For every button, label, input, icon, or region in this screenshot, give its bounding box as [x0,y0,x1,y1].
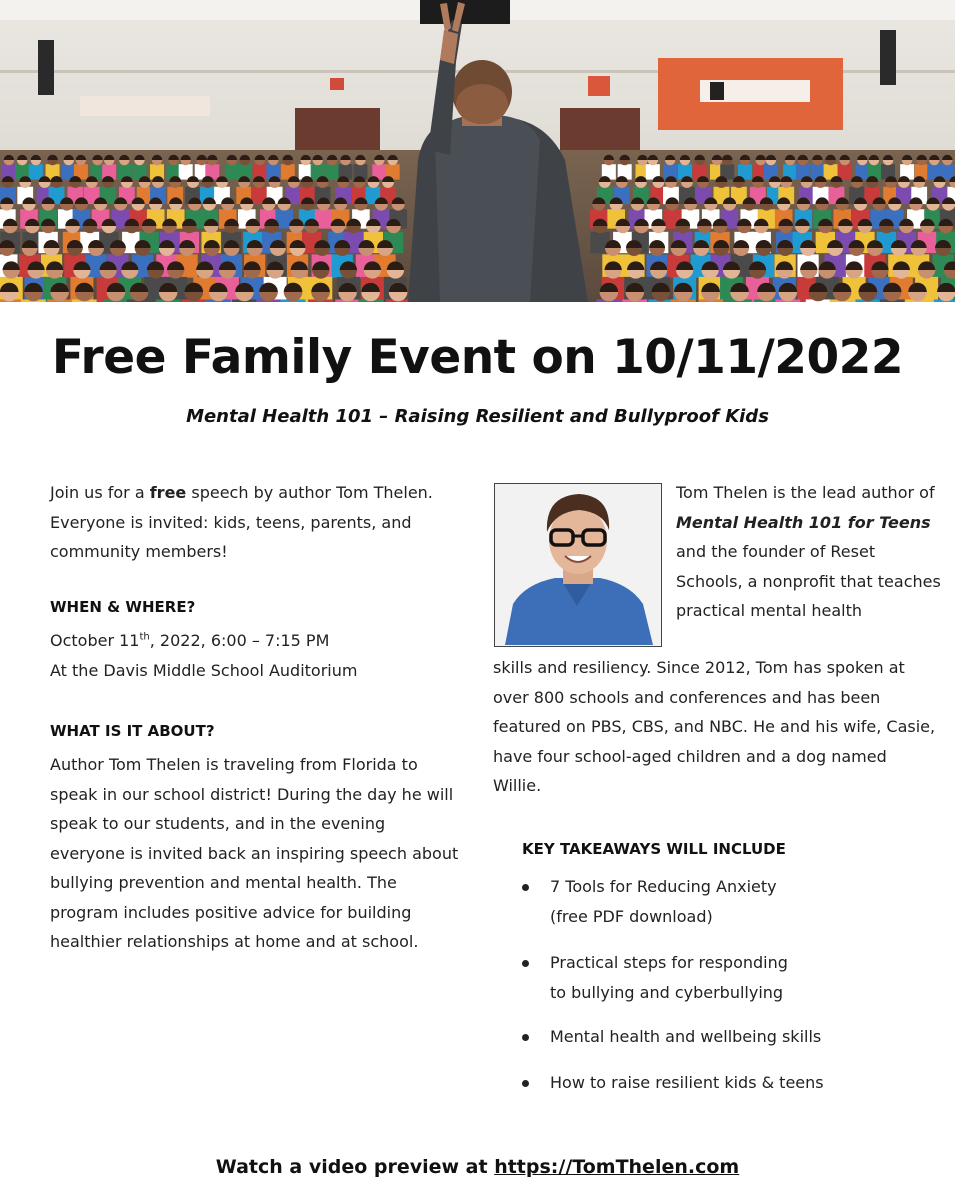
bullet-icon [522,960,529,967]
auditorium-crowd-illustration [0,0,955,302]
free-emphasis: free [149,483,187,502]
bullet-icon [522,1034,529,1041]
when-where-heading: WHEN & WHERE? [50,598,196,616]
takeaway-item: Mental health and wellbeing skills [520,1022,940,1052]
about-heading: WHAT IS IT ABOUT? [50,722,215,740]
takeaways-heading: KEY TAKEAWAYS WILL INCLUDE [522,840,786,858]
video-preview-footer: Watch a video preview at https://TomThelen.com [215,1156,740,1178]
bio-intro: Tom Thelen is the lead author of Mental Health 101 for Teens and the founder of Reset Schools, a nonprofit that teaches practical mental health [676,483,941,620]
author-portrait-illustration [495,484,660,645]
event-subtitle: Mental Health 101 – Raising Resilient and Bullyproof Kids [186,406,769,427]
bullet-icon [522,884,529,891]
event-location: At the Davis Middle School Auditorium [50,661,358,680]
bullet-icon [522,1080,529,1087]
takeaway-item: Practical steps for responding to bullying and cyberbullying [520,948,940,1007]
about-paragraph: Author Tom Thelen is traveling from Florida to speak in our school district! During the day he will speak to our students, and in the evening everyone is invited back an inspiring speech about bullying prevention and mental health. The program includes positive advice for building healthier relationships at home and at school. [50,755,459,951]
hero-photo [0,0,955,302]
book-title: Mental Health 101 for Teens [676,512,931,532]
event-date-time: October 11th, 2022, 6:00 – 7:15 PM [50,631,330,650]
website-link[interactable]: https://TomThelen.com [494,1156,740,1178]
author-portrait [494,483,662,647]
takeaway-item: 7 Tools for Reducing Anxiety (free PDF download) [520,872,940,931]
bio-continued: skills and resiliency. Since 2012, Tom has spoken at over 800 schools and conferences and has been featured on PBS, CBS, and NBC. He and his wife, Casie, have four school-aged children and a dog named Willie. [493,658,936,795]
event-headline: Free Family Event on 10/11/2022 [51,330,904,385]
intro-paragraph: Join us for a free speech by author Tom Thelen. Everyone is invited: kids, teens, parents, and community members! [50,483,433,561]
takeaway-item: How to raise resilient kids & teens [520,1068,940,1098]
